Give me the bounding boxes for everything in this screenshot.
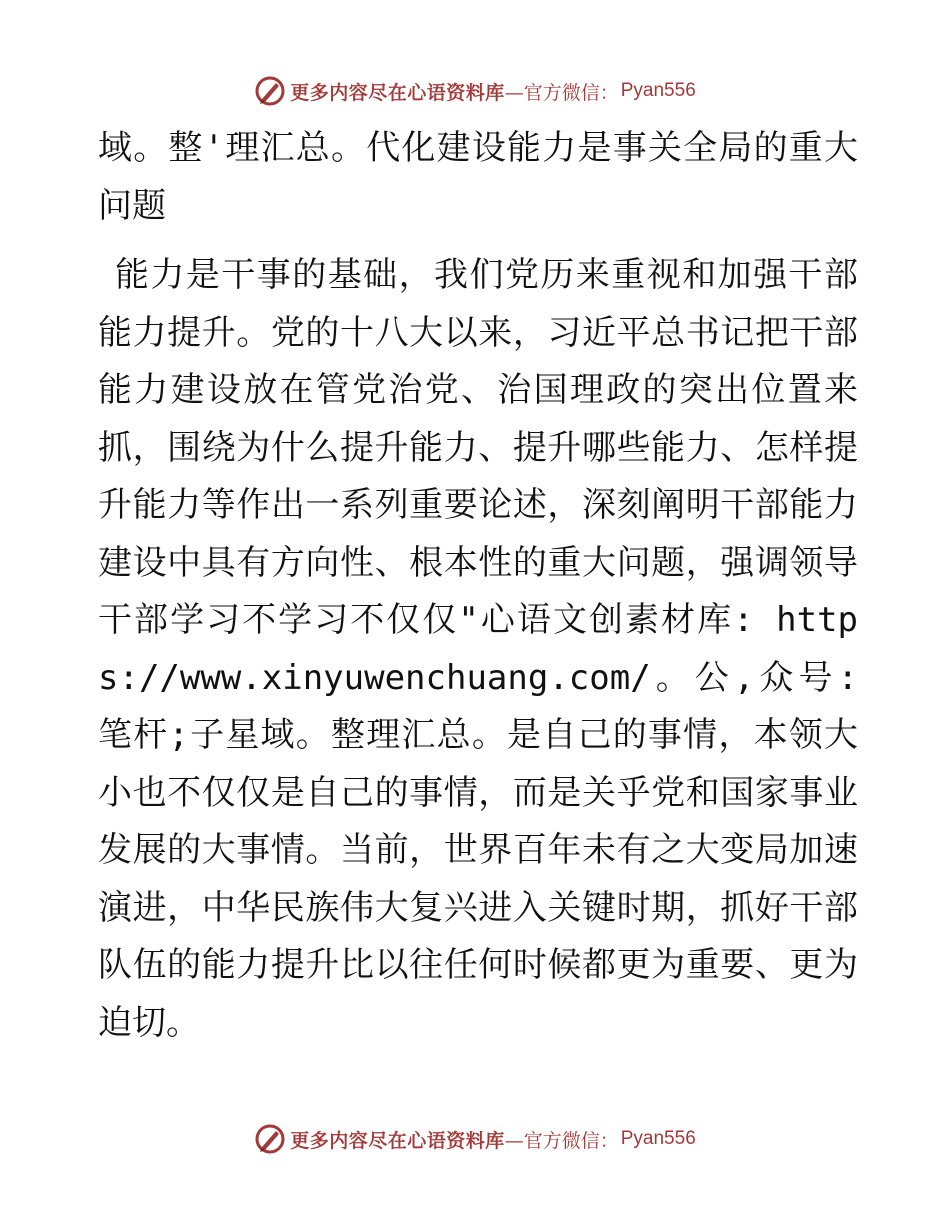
document-body [98, 120, 858, 1052]
header-banner-suffix: —官方微信： [504, 81, 619, 104]
pen-logo-icon [254, 75, 286, 107]
footer-banner-text: 更多内容尽在心语资料库 [290, 1129, 505, 1152]
header-banner-text: 更多内容尽在心语资料库 [290, 81, 505, 104]
paragraph-2: 能力是干事的基础，我们党历来重视和加强干部能力提升。党的十八大以来，习近平总书记把干部能力建设放在管党治党、治国理政的突出位置来抓，围绕为什么提升能力、提升哪些能力、怎样提升能力等作出一系列重要论述，深刻阐明干部能力建设中具有方向性、根本性的重大问题，强调领导干部学习不学习不仅仅"心语文创素材库: https://www.xinyuwenchuang.com/。公,众号: 笔杆;子星域。整理汇总。是自己的事情，本领大小也不仅仅是自己的事情，而是关乎党和国家事业发展的大事情。当前，世界百年未有之大变局加速演进，中华民族伟大复兴进入关键时期，抓好干部队伍的能力提升比以往任何时候都更为重要、更为迫切。 [98, 255, 858, 1043]
pen-logo-icon [254, 1123, 286, 1155]
paragraph-1: 域。整'理汇总。代化建设能力是事关全局的重大问题 [98, 128, 858, 226]
footer-banner [0, 1119, 950, 1159]
footer-banner-suffix: —官方微信： [504, 1129, 619, 1152]
header-banner [0, 71, 950, 111]
footer-banner-handle: Pyan556 [620, 1128, 696, 1149]
header-banner-handle: Pyan556 [620, 80, 696, 101]
